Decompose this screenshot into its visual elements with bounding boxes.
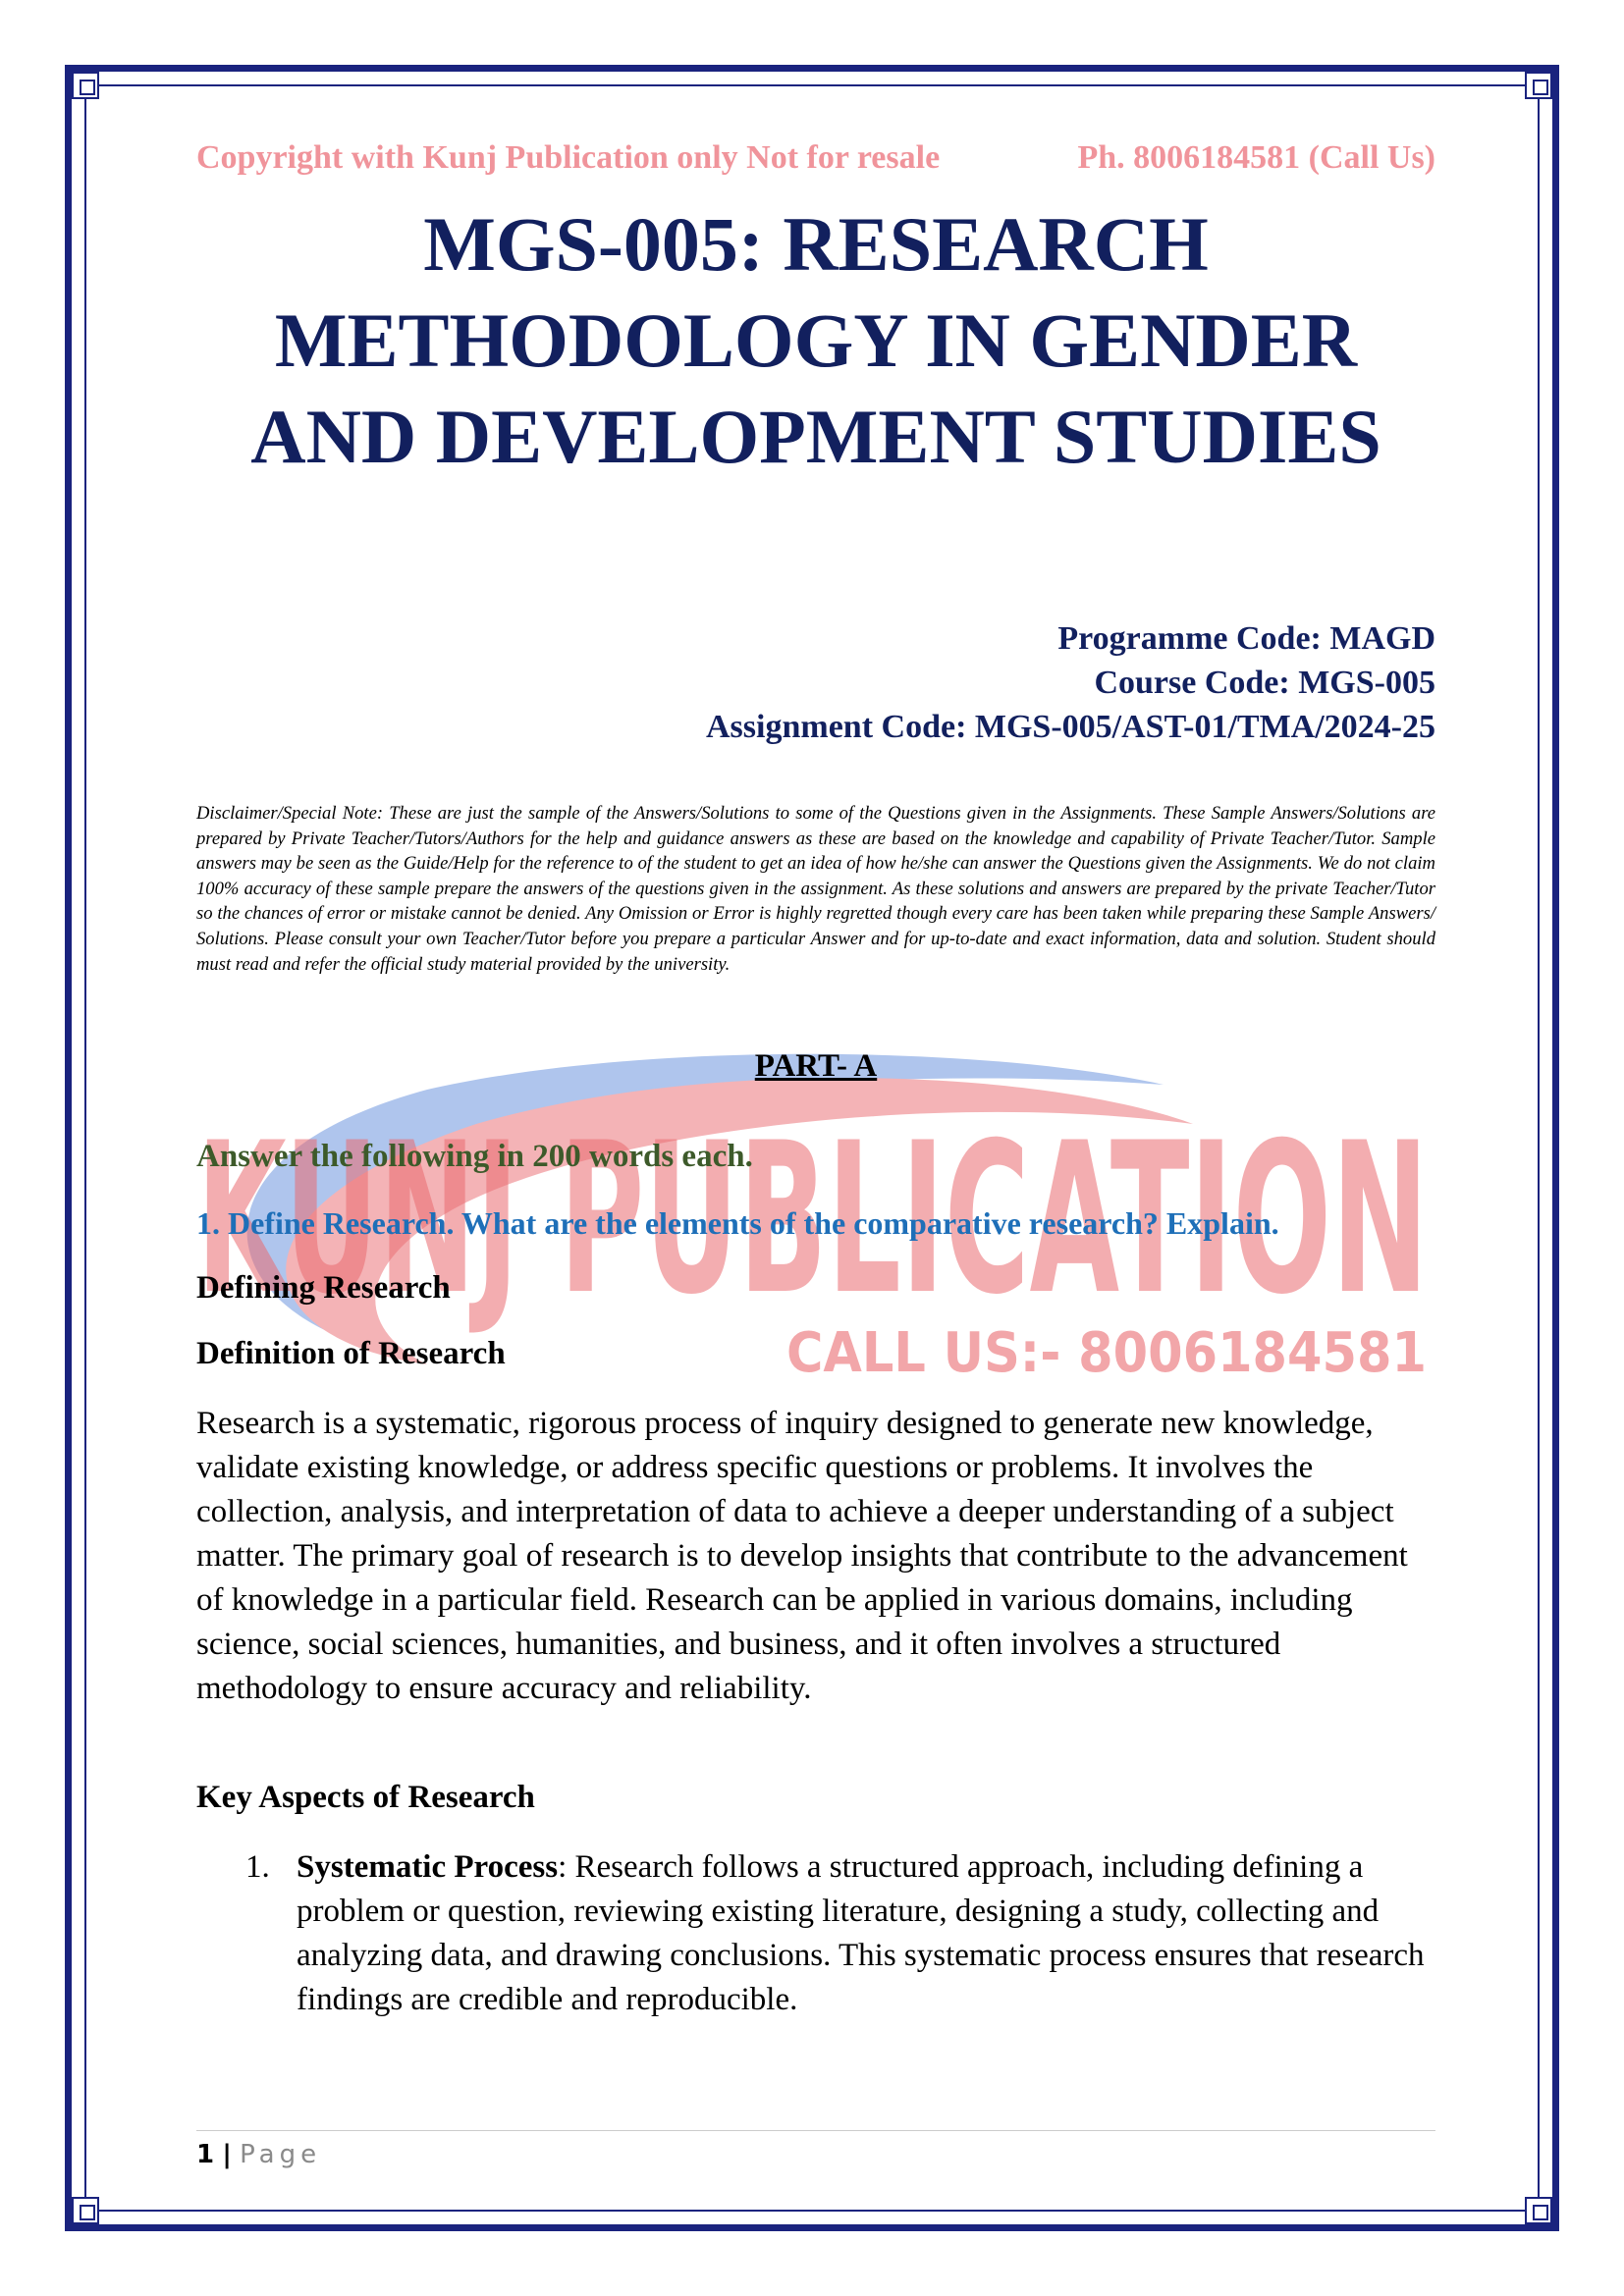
phone-text: Ph. 8006184581 (Call Us): [1077, 139, 1435, 176]
border-corner-top-left: [72, 72, 99, 99]
list-item: [245, 1845, 1435, 2022]
assignment-code: Assignment Code: MGS-005/AST-01/TMA/2024-25: [706, 709, 1435, 745]
page-footer: [196, 2140, 321, 2169]
research-definition-paragraph: Research is a systematic, rigorous process of inquiry designed to generate new knowledge, validate existing knowledge, or address specific questions or problems. It involves the collection, analysis, and interpretation of data to achieve a deeper understanding of a subject matter. The primary goal of research is to develop insights that contribute to the advancement of knowledge in a particular field. Research can be applied in various domains, including science, social sciences, humanities, and business, and it often involves a structured methodology to ensure accuracy and reliability.: [196, 1406, 1408, 1706]
list-item-text: : Research follows a structured approach, including defining a problem or question, reviewing existing literature, designing a study, collecting and analyzing data, and drawing conclusions. This systematic process ensures that research findings are credible and reproducible.: [297, 1849, 1425, 2017]
copyright-header: [196, 139, 1435, 177]
copyright-text: Copyright with Kunj Publication only Not for resale: [196, 139, 941, 176]
heading-defining-research: Defining Research: [196, 1270, 451, 1306]
page-label: Page: [240, 2140, 322, 2169]
title-line-2: METHODOLOGY IN GENDER: [274, 297, 1358, 383]
page-number: 1: [196, 2140, 215, 2169]
programme-code: Programme Code: MAGD: [1057, 620, 1435, 657]
heading-definition-of-research: Definition of Research: [196, 1336, 506, 1371]
footer-divider: [196, 2130, 1435, 2131]
footer-separator: |: [222, 2140, 232, 2169]
list-item-number: 1.: [245, 1849, 270, 1885]
border-corner-bottom-right: [1525, 2197, 1552, 2224]
title-line-1: MGS-005: RESEARCH: [423, 201, 1209, 287]
title-line-3: AND DEVELOPMENT STUDIES: [250, 394, 1381, 479]
document-title: [196, 196, 1435, 485]
list-item-body: [297, 1845, 1435, 2022]
course-codes: [589, 616, 1435, 749]
part-heading: PART- A: [754, 1048, 878, 1084]
list-item-term: Systematic Process: [297, 1849, 559, 1885]
border-corner-bottom-left: [72, 2197, 99, 2224]
watermark-call-text: CALL US:- 8006184581: [786, 1321, 1427, 1379]
question-1: 1. Define Research. What are the elements of the comparative research? Explain.: [196, 1205, 1279, 1241]
course-code: Course Code: MGS-005: [1094, 665, 1435, 701]
disclaimer-note: Disclaimer/Special Note: These are just the sample of the Answers/Solutions to some of the Questions given in the Assignments. These Sample Answers/Solutions are prepared by Private Teacher/Tutors/Authors for the help and guidance answers as these are based on the knowledge and capability of Private Teacher/Tutor. Sample answers may be seen as the Guide/Help for the reference to of the student to get an idea of how he/she can answer the Questions given the Assignments. We do not claim 100% accuracy of these sample prepare the answers of the questions given in the assignment. As these solutions and answers are prepared by the private Teacher/Tutor so the chances of error or mistake cannot be denied. Any Omission or Error is highly regretted though every care has been taken while preparing these Sample Answers/ Solutions. Please consult your own Teacher/Tutor before you prepare a particular Answer and for up-to-date and exact information, data and solution. Student should must read and refer the official study material provided by the university.: [196, 803, 1435, 975]
heading-key-aspects: Key Aspects of Research: [196, 1780, 535, 1815]
watermark-brand-text: KUNJ PUBLICATION: [196, 1097, 1429, 1340]
border-corner-top-right: [1525, 72, 1552, 99]
instruction-text: Answer the following in 200 words each.: [196, 1139, 753, 1174]
